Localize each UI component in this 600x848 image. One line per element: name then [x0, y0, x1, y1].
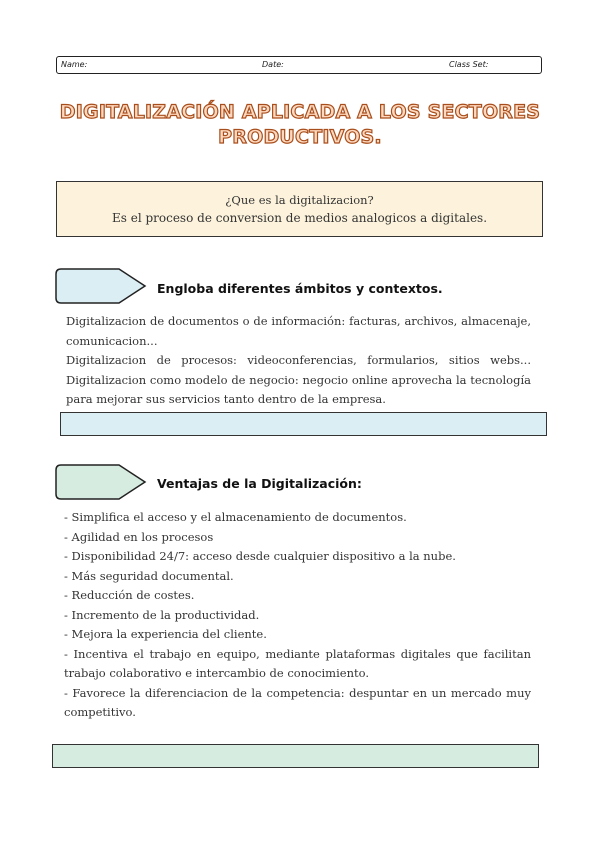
list-item: - Incentiva el trabajo en equipo, mediante plataformas digitales que facilitan trabajo colaborativo e intercambio de conocimiento.	[64, 646, 531, 680]
section2-arrow-tag	[55, 464, 147, 500]
title-line-2: PRODUCTIVOS.	[218, 126, 382, 148]
list-item: - Simplifica el acceso y el almacenamiento de documentos.	[64, 510, 407, 524]
list-item: - Reducción de costes.	[64, 588, 195, 602]
list-item: - Incremento de la productividad.	[64, 607, 260, 622]
list-item: - Mejora la experiencia del cliente.	[64, 627, 267, 641]
section1-tag-shape	[56, 269, 145, 303]
section1-title: Engloba diferentes ámbitos y contextos.	[157, 281, 443, 296]
title-line-1: DIGITALIZACIÓN APLICADA A LOS SECTORES	[59, 101, 541, 123]
definition-answer: Es el proceso de conversion de medios analogicos a digitales.	[111, 211, 488, 225]
section1-body	[66, 312, 531, 410]
section2-title: Ventajas de la Digitalización:	[157, 476, 362, 491]
section1-paragraph: Digitalizacion como modelo de negocio: negocio online aprovecha la tecnología para mejorar sus servicios tanto dentro de la empresa.	[66, 372, 531, 406]
section2-tag-shape	[56, 465, 145, 499]
section1-paragraph: Digitalizacion de documentos o de información: facturas, archivos, almacenaje, comunicacion...	[66, 314, 531, 348]
section1-answer-bar	[60, 412, 547, 436]
name-label: Name:	[61, 60, 88, 69]
section2-answer-bar	[52, 744, 539, 768]
section1-arrow-tag	[55, 268, 147, 304]
list-item: - Favorece la diferenciacion de la competencia: despuntar en un mercado muy competitivo.	[64, 685, 531, 719]
advantages-list	[64, 508, 531, 723]
page-title	[40, 100, 560, 150]
definition-question: ¿Que es la digitalizacion?	[225, 193, 374, 207]
date-label: Date:	[262, 60, 284, 69]
list-item: - Más seguridad documental.	[64, 568, 234, 583]
definition-box	[56, 181, 543, 237]
section1-paragraph: Digitalizacion de procesos: videoconferencias, formularios, sitios webs...	[66, 353, 531, 367]
list-item: - Disponibilidad 24/7: acceso desde cualquier dispositivo a la nube.	[64, 549, 456, 563]
list-item: - Agilidad en los procesos	[64, 529, 214, 544]
student-info-bar	[56, 56, 542, 74]
class-label: Class Set:	[449, 60, 489, 69]
